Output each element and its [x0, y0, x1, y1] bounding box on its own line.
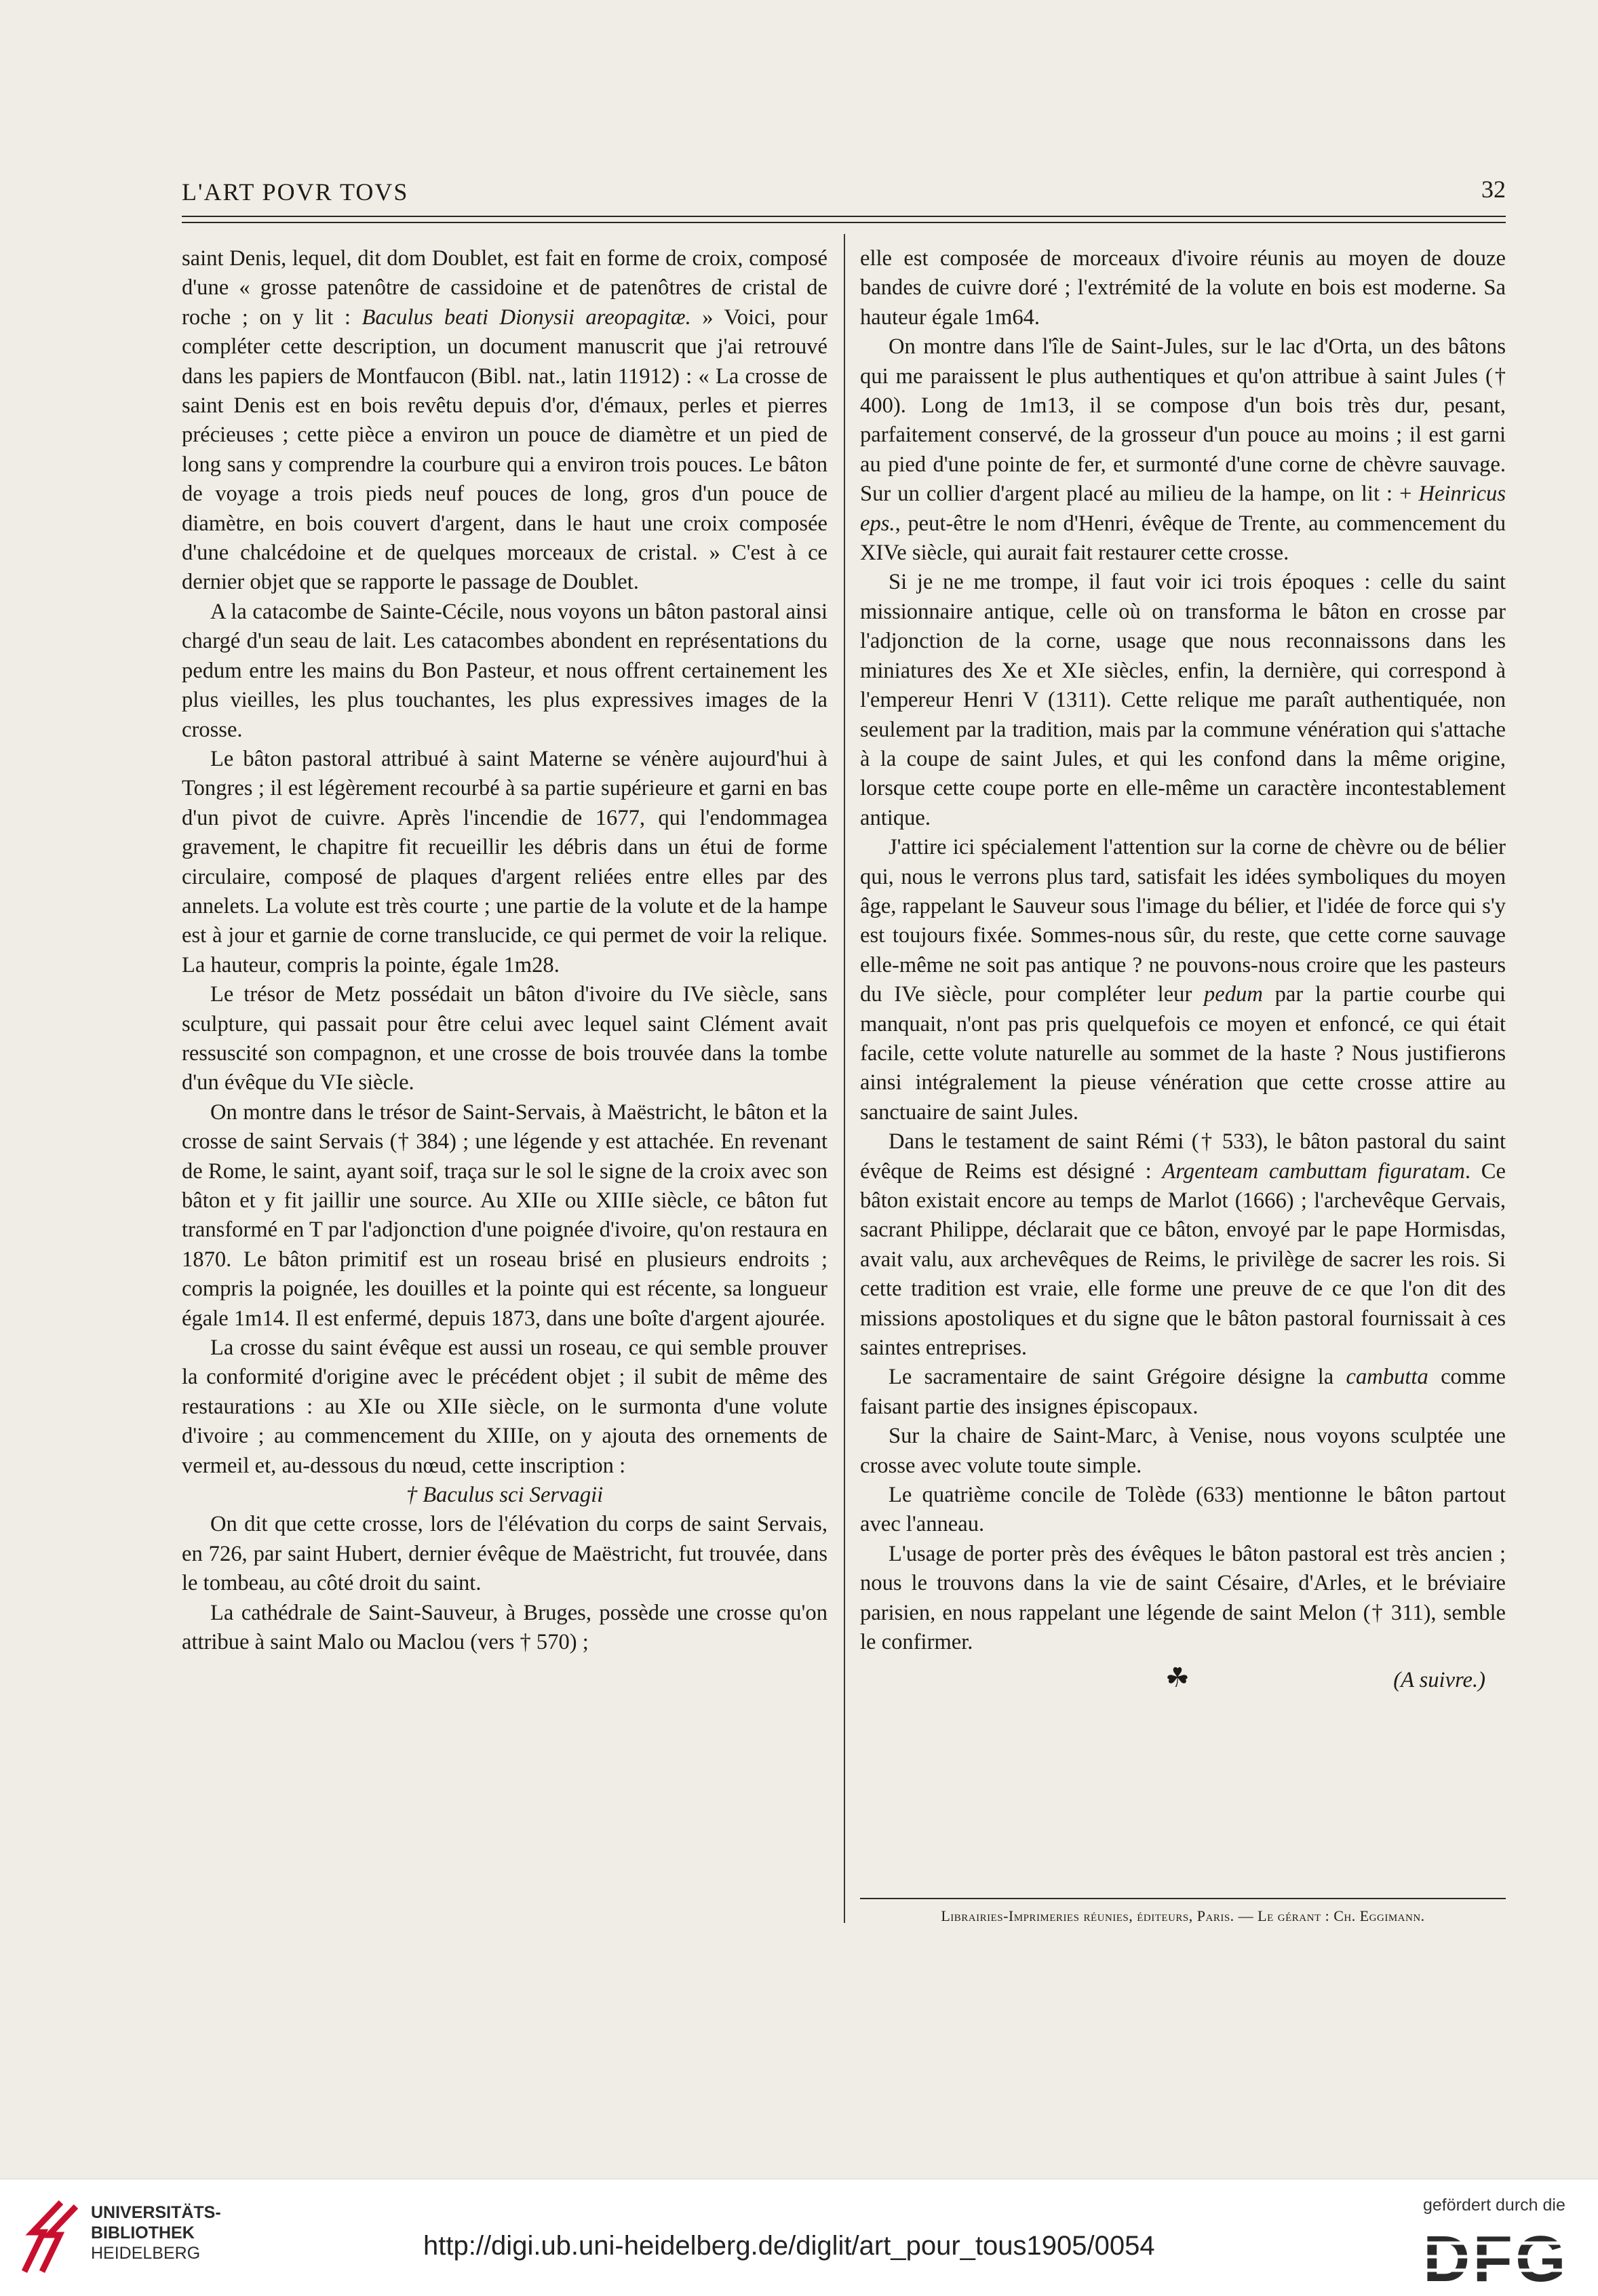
digitization-footer [0, 2179, 1598, 2296]
paragraph: Sur la chaire de Saint-Marc, à Venise, nous voyons sculptée une crosse avec volute toute simple. [860, 1424, 1506, 1478]
running-title: L'ART POVR TOVS [182, 178, 409, 206]
fleuron-icon: ☘ [1165, 1662, 1190, 1693]
page-number: 32 [1481, 176, 1506, 203]
paragraph: J'attire ici spécialement l'attention sur la corne de chèvre ou de bélier qui, nous le verrons plus tard, satisfait les idées symboliques du moyen âge, rappelant le Sauveur sous l'image du bélier, et l'idée de force qui s'y est toujours fixée. Sommes-nous sûr, du reste, que cette corne sauvage elle-même ne soit pas antique ? ne pouvons-nous croire que les pasteurs du IVe siècle, pour compléter leur pedum par la partie courbe qui manquait, n'ont pas pris quelquefois ce moyen et enfoncé, ce qui était facile, cette volute naturelle au sommet de la haste ? Nous justifierons ainsi intégralement la pieuse vénération que cette crosse attire au sanctuaire de saint Jules. [860, 835, 1506, 1125]
paragraph: La crosse du saint évêque est aussi un roseau, ce qui semble prouver la conformité d'origine avec le précédent objet ; il subit de même des restaurations : au XIe ou XIIe siècle, on le surmonta d'une volute d'ivoire ; au commencement du XIIIe, on y ajouta des ornements de vermeil et, au-dessous du nœud, cette inscription : [182, 1336, 827, 1478]
funding-caption: gefördert durch die [1423, 2196, 1565, 2215]
paragraph: Si je ne me trompe, il faut voir ici trois époques : celle du saint missionnaire antique, celle où on transforma le bâton en crosse par l'adjonction de la corne, usage que nous reconnaissons dans les miniatures des Xe et XIe siècles, enfin, la dernière, qui correspond à l'empereur Henri V (1311). Cette relique me paraît authentiquée, non seulement par la tradition, mais par la commune vénération qui s'attache à la coupe de saint Jules, et qui les confond dans la même origine, lorsque cette coupe porte en elle-même un caractère incontestablement antique. [860, 570, 1506, 830]
inscription: † Baculus sci Servagii [406, 1483, 604, 1508]
paragraph: Le bâton pastoral attribué à saint Materne se vénère aujourd'hui à Tongres ; il est légèrement recourbé à sa partie supérieure et garni en bas d'un pivot de cuivre. Après l'incendie de 1677, qui l'endommagea gravement, le chapitre fit recueillir les débris dans un étui de forme circulaire, composé de plaques d'argent reliées entre elles par des annelets. La volute est très courte ; une partie de la volute et de la hampe est à jour et garnie de corne translucide, ce qui permet de voir la relique. La hauteur, compris la pointe, égale 1m28. [182, 746, 827, 977]
paragraph: On montre dans le trésor de Saint-Servais, à Maëstricht, le bâton et la crosse de saint Servais († 384) ; une légende y est attachée. En revenant de Rome, le saint, ayant soif, traça sur le sol le signe de la croix avec son bâton et y fit jaillir une source. Au XIIe ou XIIIe siècle, ce bâton fut transformé en T par l'adjonction d'une poignée d'ivoire, qu'on restaura en 1870. Le bâton primitif est un roseau brisé en plusieurs endroits ; compris la poignée, les douilles et la pointe qui est récente, sa longueur égale 1m14. Il est enfermé, depuis 1873, dans une boîte d'argent ajourée. [182, 1100, 827, 1331]
imprint: Librairies-Imprimeries réunies, éditeurs, Paris. — Le gérant : Ch. Eggimann. [941, 1907, 1425, 1924]
paragraph: Le sacramentaire de saint Grégoire désigne la cambutta comme faisant partie des insignes épiscopaux. [860, 1365, 1506, 1419]
paragraph: La cathédrale de Saint-Sauveur, à Bruges, possède une crosse qu'on attribue à saint Malo ou Maclou (vers † 570) ; [182, 1600, 827, 1655]
university-library-name: UNIVERSITÄTS- BIBLIOTHEK HEIDELBERG [91, 2203, 221, 2263]
paragraph: On montre dans l'île de Saint-Jules, sur le lac d'Orta, un des bâtons qui me paraissent le plus authentiques et qu'on attribue à saint Jules († 400). Long de 1m13, il se compose d'un bois très dur, pesant, parfaitement conservé, de la grosseur d'un pouce au moins ; il est garni au pied d'une pointe de fer, et surmonté d'une corne de chèvre sauvage. Sur un collier d'argent placé au milieu de la hampe, on lit : + Heinricus eps., peut-être le nom d'Henri, évêque de Trente, au commencement du XIVe siècle, qui aurait fait restaurer cette crosse. [860, 334, 1506, 566]
right-column [860, 244, 1506, 1701]
to-be-continued: (A suivre.) [1393, 1667, 1485, 1692]
university-library-logo-icon [19, 2197, 81, 2277]
paragraph: saint Denis, lequel, dit dom Doublet, est fait en forme de croix, composé d'une « grosse patenôtre de cassidoine et de patenôtres de cristal de roche ; on y lit : Baculus beati Dionysii areopagitæ. » Voici, pour compléter cette description, un document manuscrit que j'ai retrouvé dans les papiers de Montfaucon (Bibl. nat., latin 11912) : « La crosse de saint Denis est en bois revêtu depuis d'or, d'émaux, perles et pierres précieuses ; cette pièce a environ un pouce de diamètre et un pied de long sans y comprendre la courbure qui a environ trois pouces. Le bâton de voyage a trois pieds neuf pouces de long, gros d'un pouce de diamètre, en bois couvert d'argent, dans le haut une croix composée d'une chalcédoine et de quelques morceaux de cristal. » C'est à ce dernier objet que se rapporte le passage de Doublet. [182, 246, 828, 595]
header-rule [182, 216, 1506, 223]
paragraph: Dans le testament de saint Rémi († 533), le bâton pastoral du saint évêque de Reims est désigné : Argenteam cambuttam figuratam. Ce bâton existait encore au temps de Marlot (1666) ; l'archevêque Gervais, sacrant Philippe, déclarait que ce bâton, envoyé par le pape Hormisdas, avait valu, aux archevêques de Reims, le privilège de sacrer les rois. Si cette tradition est vraie, elle forme une preuve de ce que l'on dit des missions apostoliques et du signe que le bâton pastoral fournissait à ces saintes entreprises. [860, 1129, 1506, 1361]
imprint-rule [860, 1898, 1506, 1899]
dfg-logo-icon [1420, 2224, 1580, 2288]
left-column [182, 244, 827, 1658]
permalink[interactable]: http://digi.ub.uni-heidelberg.de/diglit/art_pour_tous1905/0054 [423, 2231, 1155, 2261]
paragraph: Le quatrième concile de Tolède (633) mentionne le bâton partout avec l'anneau. [860, 1483, 1506, 1537]
column-divider [844, 234, 845, 1923]
svg-text:DFG: DFG [1423, 2224, 1569, 2288]
paragraph: A la catacombe de Sainte-Cécile, nous voyons un bâton pastoral ainsi chargé d'un seau de lait. Les catacombes abondent en représentations du pedum entre les mains du Bon Pasteur, et nous offrent certainement les plus vieilles, les plus touchantes, les plus expressives images de la crosse. [182, 599, 827, 742]
paragraph: elle est composée de morceaux d'ivoire réunis au moyen de douze bandes de cuivre doré ; l'extrémité de la volute en bois est moderne. Sa hauteur égale 1m64. [860, 246, 1506, 330]
closing-ornament-row [860, 1662, 1506, 1701]
paragraph: Le trésor de Metz possédait un bâton d'ivoire du IVe siècle, sans sculpture, qui passait pour être celui avec lequel saint Clément avait ressuscité son compagnon, et une crosse de bois trouvée dans la tombe d'un évêque du VIe siècle. [182, 982, 827, 1095]
paragraph: L'usage de porter près des évêques le bâton pastoral est très ancien ; nous le trouvons dans la vie de saint Césaire, d'Arles, et le bréviaire parisien, en nous rappelant une légende de saint Melon († 311), semble le confirmer. [860, 1541, 1506, 1655]
paragraph: On dit que cette crosse, lors de l'élévation du corps de saint Servais, en 726, par saint Hubert, dernier évêque de Maëstricht, fut trouvée, dans le tombeau, au côté droit du saint. [182, 1512, 827, 1596]
